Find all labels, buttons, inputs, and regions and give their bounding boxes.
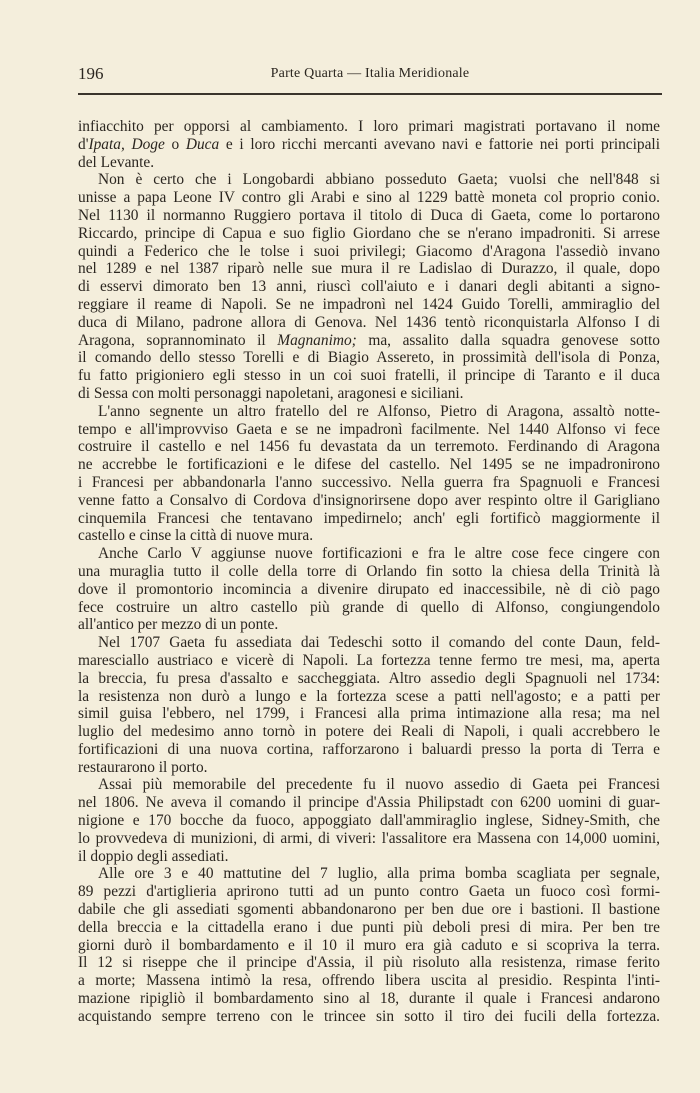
page-header — [78, 64, 662, 86]
text-line — [78, 599, 660, 617]
text-segment: mazione ripigliò il bombardamento sino al 18, durante il quale i Francesi andarono — [78, 990, 660, 1008]
text-line — [78, 332, 660, 350]
text-segment: ne accrebbe le fortificazioni e le difese del castello. Nel 1495 se ne impadronirono — [78, 456, 660, 474]
text-segment: 89 pezzi d'artiglieria aprirono tutti ad un punto contro Gaeta un fuoco così formi- — [78, 883, 660, 901]
text-line — [78, 260, 660, 278]
text-segment: ma, assalito dalla squadra genovese sotto — [356, 331, 660, 349]
page-number: 196 — [78, 64, 104, 83]
paragraph — [78, 403, 660, 545]
text-line — [78, 367, 660, 385]
text-line — [78, 118, 660, 136]
text-line — [78, 136, 660, 154]
text-line — [78, 670, 660, 688]
text-line — [78, 865, 660, 883]
text-segment: Non è certo che i Longobardi abbiano posseduto Gaeta; vuolsi che nell'848 si — [98, 171, 660, 189]
paragraph — [78, 865, 660, 1025]
text-line — [78, 990, 660, 1008]
text-segment: e i loro ricchi mercanti avevano navi e fattorie nei porti principali — [219, 135, 660, 153]
text-line — [78, 759, 660, 777]
text-segment: fortificazioni di una nuova cortina, rafforzarono i baluardi presso la porta di Terra e — [78, 740, 660, 758]
text-line — [78, 848, 660, 866]
text-segment: fu fatto prigioniero egli stesso in un coi suoi fratelli, il principe di Taranto e il duca — [78, 367, 660, 385]
text-line — [78, 634, 660, 652]
text-segment: luglio del medesimo anno tornò in potere dei Reali di Napoli, i quali accrebbero le — [78, 723, 660, 741]
text-segment: dove il promontorio incomincia a divenire dirupato ed inaccessibile, nè di ciò pago — [78, 580, 660, 598]
text-segment: Nel 1707 Gaeta fu assediata dai Tedeschi sotto il comando del conte Daun, feld- — [98, 634, 660, 652]
text-segment: nel 1806. Ne aveva il comando il principe d'Assia Philipstadt con 6200 uomini di guar- — [78, 794, 660, 812]
text-segment: maresciallo austriaco e vicerè di Napoli. La fortezza tenne fermo tre mesi, ma, aperta — [78, 651, 660, 669]
text-segment: nigione e 170 bocche da fuoco, appoggiato dall'ammiraglio inglese, Sidney-Smith, che — [78, 812, 660, 830]
text-line — [78, 403, 660, 421]
text-line — [78, 563, 660, 581]
text-segment: di Sessa con molti personaggi napoletani, aragonesi e siciliani. — [78, 384, 464, 402]
text-line — [78, 794, 660, 812]
text-segment: quindi a Federico che le tolse i suoi privilegi; Giacomo d'Aragona l'assediò invano — [78, 242, 660, 260]
text-segment: L'anno segnente un altro fratello del re Alfonso, Pietro di Aragona, assaltò notte- — [98, 402, 660, 420]
text-line — [78, 688, 660, 706]
body-text — [78, 118, 660, 1026]
paragraph — [78, 118, 660, 171]
text-line — [78, 919, 660, 937]
paragraph — [78, 634, 660, 776]
text-segment: la breccia, fu presa d'assalto e saccheggiata. Altro assedio degli Spagnuoli nel 1734: — [78, 669, 660, 687]
text-segment: castello e cinse la città di nuove mura. — [78, 527, 314, 545]
text-segment: il doppio degli assediati. — [78, 847, 229, 865]
text-segment: d' — [78, 135, 89, 153]
text-segment: di esservi dimorato ben 13 anni, riuscì coll'aiuto e i danari degli abitanti a signo- — [78, 278, 660, 296]
text-segment: duca di Milano, padrone allora di Genova. Nel 1436 tentò riconquistarla Alfonso I di — [78, 313, 660, 331]
text-line — [78, 616, 660, 634]
text-segment: Assai più memorabile del precedente fu il nuovo assedio di Gaeta pei Francesi — [98, 776, 660, 794]
header-rule — [78, 93, 662, 95]
paragraph — [78, 776, 660, 865]
text-segment: costruire il castello e nel 1456 fu devastata da un terremoto. Ferdinando di Aragona — [78, 438, 660, 456]
text-segment: nel 1289 e nel 1387 riparò nelle sue mura il re Ladislao di Durazzo, il quale, dopo — [78, 260, 660, 278]
text-line — [78, 883, 660, 901]
text-segment: Anche Carlo V aggiunse nuove fortificazioni e fra le altre cose fece cingere con — [98, 545, 660, 563]
text-line — [78, 154, 660, 172]
text-line — [78, 776, 660, 794]
text-segment: Riccardo, principe di Capua e suo figlio Giordano che se n'erano impadroniti. Si arrese — [78, 224, 660, 242]
text-segment: giorni durò il bombardamento e il 10 il muro era già caduto e si scopriva la terra. — [78, 936, 660, 954]
text-segment: della breccia e la cittadella erano i due punti più deboli presi di mira. Per ben tre — [78, 918, 660, 936]
italic-text: Magnanimo; — [277, 331, 357, 349]
text-segment: Il 12 si riseppe che il principe d'Assia, il più risoluto alla resistenza, rimase ferito — [78, 954, 660, 972]
text-line — [78, 937, 660, 955]
text-segment: il comando dello stesso Torelli e di Biagio Assereto, in prossimità dell'isola di Ponza, — [78, 349, 660, 367]
text-segment: reggiare il reame di Napoli. Se ne impadronì nel 1424 Guido Torelli, ammiraglio del — [78, 295, 660, 313]
text-segment: Alle ore 3 e 40 mattutine del 7 luglio, alla prima bomba scagliata per segnale, — [98, 865, 660, 883]
text-segment: Aragona, soprannominato il — [78, 331, 278, 349]
text-line — [78, 421, 660, 439]
text-line — [78, 972, 660, 990]
text-line — [78, 705, 660, 723]
text-segment: tempo e all'improvviso Gaeta e se ne impadronì facilmente. Nel 1440 Alfonso vi fece — [78, 420, 660, 438]
italic-text: Duca — [185, 135, 220, 153]
running-title: Parte Quarta — Italia Meridionale — [270, 66, 470, 81]
text-segment: unisse a papa Leone IV contro gli Arabi e sino al 1229 battè moneta col proprio conio. — [78, 189, 660, 207]
text-line — [78, 510, 660, 528]
text-line — [78, 474, 660, 492]
text-segment: una muraglia tutto il colle della torre di Orlando fin sotto la chiesa della Trinità là — [78, 562, 660, 580]
text-line — [78, 296, 660, 314]
text-segment: del Levante. — [78, 153, 155, 171]
text-line — [78, 901, 660, 919]
text-line — [78, 225, 660, 243]
text-line — [78, 349, 660, 367]
text-segment: acquistando sempre terreno con le trincee sin sotto il tiro dei fucili della fortezza. — [78, 1007, 660, 1025]
text-line — [78, 207, 660, 225]
text-line — [78, 1008, 660, 1026]
text-segment: lo provvedeva di munizioni, di armi, di viveri: l'assalitore era Massena con 14,000 uomini, — [78, 829, 660, 847]
text-line — [78, 492, 660, 510]
text-segment: all'antico per mezzo di un ponte. — [78, 616, 279, 634]
text-line — [78, 438, 660, 456]
text-line — [78, 527, 660, 545]
italic-text: Ipata, Doge — [88, 135, 165, 153]
text-segment: simil guisa l'ebbero, nel 1799, i Francesi alla prima intimazione alla resa; ma nel — [78, 705, 660, 723]
text-segment: dabile che gli assediati sgomenti abbandonarono per ben due ore i bastioni. Il bastione — [78, 901, 660, 919]
text-segment: restaurarono il porto. — [78, 758, 208, 776]
text-line — [78, 456, 660, 474]
text-line — [78, 954, 660, 972]
text-segment: infiacchito per opporsi al cambiamento. I loro primari magistrati portavano il nome — [78, 118, 660, 135]
text-line — [78, 189, 660, 207]
text-line — [78, 385, 660, 403]
text-line — [78, 723, 660, 741]
paragraph — [78, 545, 660, 634]
text-segment: i Francesi per abbandonarla l'anno successivo. Nella guerra fra Spagnuoli e Francesi — [78, 473, 660, 491]
text-line — [78, 314, 660, 332]
text-line — [78, 278, 660, 296]
text-line — [78, 243, 660, 261]
text-segment: cinquemila Francesi che tentavano impedirnelo; anch' egli fortificò maggiormente il — [78, 509, 660, 527]
text-line — [78, 652, 660, 670]
text-segment: fece costruire un altro castello più grande di quello di Alfonso, congiungendolo — [78, 598, 660, 616]
text-line — [78, 830, 660, 848]
text-line — [78, 581, 660, 599]
text-line — [78, 741, 660, 759]
text-segment: la resistenza non durò a lungo e la fortezza scese a patti nell'agosto; e a patti per — [78, 687, 660, 705]
text-segment: Nel 1130 il normanno Ruggiero portava il titolo di Duca di Gaeta, come lo portarono — [78, 206, 660, 224]
text-segment: o — [164, 135, 186, 153]
text-line — [78, 545, 660, 563]
text-line — [78, 171, 660, 189]
paragraph — [78, 171, 660, 402]
text-segment: venne fatto a Consalvo di Cordova d'insignorirsene dopo aver respinto oltre il Garigliano — [78, 491, 660, 509]
text-line — [78, 812, 660, 830]
text-segment: a morte; Massena intimò la resa, offrendo libera uscita al presidio. Respinta l'inti- — [78, 972, 660, 990]
